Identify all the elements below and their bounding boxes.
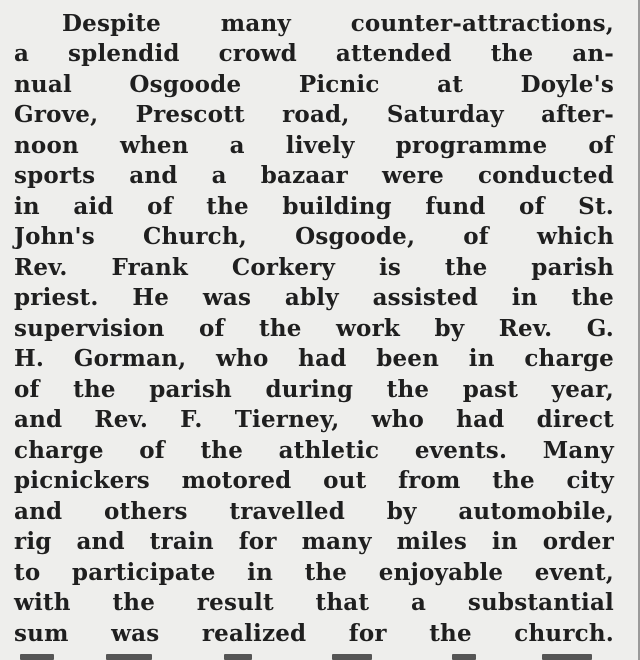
article-line-20: with the result that a substantial — [14, 589, 614, 616]
article-line-5: noon when a lively programme of — [14, 132, 614, 159]
article-line-16: picnickers motored out from the city — [14, 467, 614, 494]
article-line-6: sports and a bazaar were conducted — [14, 162, 614, 189]
article-line-15: charge of the athletic events. Many — [14, 437, 614, 464]
article-line-10: priest. He was ably assisted in the — [14, 284, 614, 311]
article-line-7: in aid of the building fund of St. — [14, 193, 614, 220]
article-line-2: a splendid crowd attended the an- — [14, 40, 614, 67]
article-line-12: H. Gorman, who had been in charge — [14, 345, 614, 372]
article-line-13: of the parish during the past year, — [14, 376, 614, 403]
article-line-8: John's Church, Osgoode, of which — [14, 223, 614, 250]
article-line-9: Rev. Frank Corkery is the parish — [14, 254, 614, 281]
article-line-17: and others travelled by automobile, — [14, 498, 614, 525]
article-line-14: and Rev. F. Tierney, who had direct — [14, 406, 614, 433]
article-line-4: Grove, Prescott road, Saturday after- — [14, 101, 614, 128]
article-line-1: Despite many counter-attractions, — [62, 10, 614, 37]
cropped-next-line-fragment — [14, 652, 614, 660]
article-line-18: rig and train for many miles in order — [14, 528, 614, 555]
article-line-21: sum was realized for the church. — [14, 620, 614, 647]
article-line-3: nual Osgoode Picnic at Doyle's — [14, 71, 614, 98]
article-line-11: supervision of the work by Rev. G. — [14, 315, 614, 342]
article-line-19: to participate in the enjoyable event, — [14, 559, 614, 586]
